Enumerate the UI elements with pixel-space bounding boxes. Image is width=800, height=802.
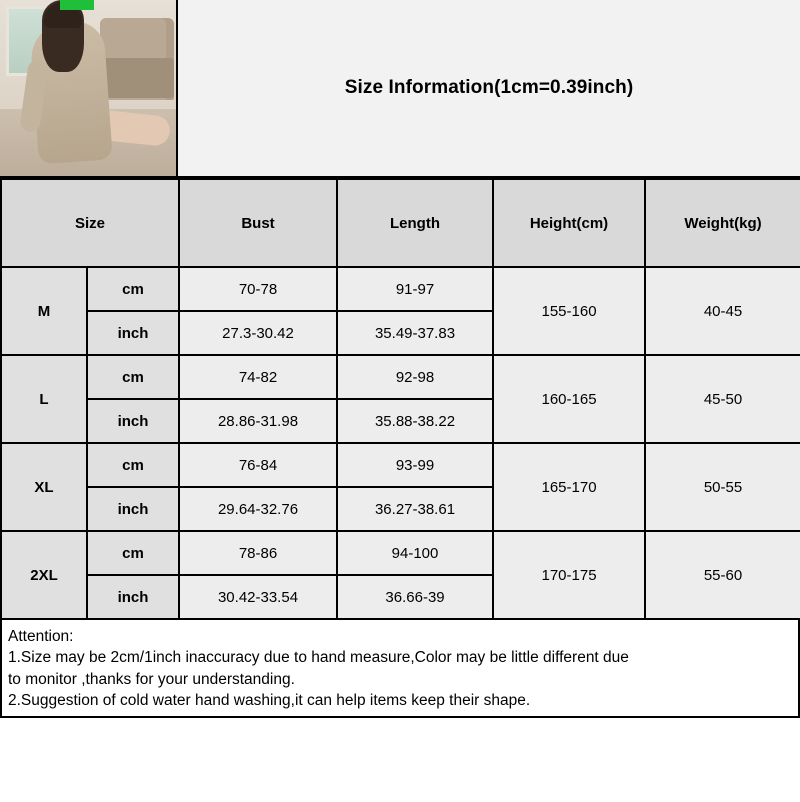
cell-length-inch: 35.88-38.22: [337, 399, 493, 443]
cell-weight: 45-50: [645, 355, 800, 443]
cell-weight: 40-45: [645, 267, 800, 355]
attention-line-1: 1.Size may be 2cm/1inch inaccuracy due to hand measure,Color may be little different due: [8, 649, 629, 667]
cell-length-inch: 35.49-37.83: [337, 311, 493, 355]
table-row: [1, 267, 800, 311]
attention-line-2: to monitor ,thanks for your understanding.: [8, 670, 295, 688]
bottom-whitespace: [0, 718, 800, 802]
cell-length-inch: 36.66-39: [337, 575, 493, 619]
cell-length-cm: 91-97: [337, 267, 493, 311]
photo-sofa-arm: [100, 58, 174, 98]
row-unit-cm: cm: [87, 443, 179, 487]
size-table: [0, 178, 800, 620]
table-body: [1, 267, 800, 619]
row-unit-inch: inch: [87, 311, 179, 355]
cell-bust-cm: 78-86: [179, 531, 337, 575]
cell-height: 165-170: [493, 443, 645, 531]
row-unit-cm: cm: [87, 355, 179, 399]
column-header-length: Length: [337, 179, 493, 267]
cell-height: 170-175: [493, 531, 645, 619]
cell-length-cm: 92-98: [337, 355, 493, 399]
cell-bust-inch: 29.64-32.76: [179, 487, 337, 531]
row-unit-cm: cm: [87, 267, 179, 311]
column-header-size: Size: [1, 179, 179, 267]
row-unit-cm: cm: [87, 531, 179, 575]
cell-length-inch: 36.27-38.61: [337, 487, 493, 531]
table-row: [1, 531, 800, 575]
cell-height: 155-160: [493, 267, 645, 355]
row-unit-inch: inch: [87, 399, 179, 443]
row-unit-inch: inch: [87, 575, 179, 619]
cell-height: 160-165: [493, 355, 645, 443]
row-unit-inch: inch: [87, 487, 179, 531]
column-header-height: Height(cm): [493, 179, 645, 267]
table-header: [1, 179, 800, 267]
table-row: [1, 443, 800, 487]
cell-bust-cm: 74-82: [179, 355, 337, 399]
photo-green-badge: [60, 0, 94, 10]
column-header-bust: Bust: [179, 179, 337, 267]
cell-weight: 50-55: [645, 443, 800, 531]
row-size-label: XL: [1, 443, 87, 531]
attention-heading: Attention:: [8, 628, 74, 645]
attention-block: [0, 620, 800, 718]
header-band: [0, 0, 800, 178]
row-size-label: M: [1, 267, 87, 355]
column-header-weight: Weight(kg): [645, 179, 800, 267]
attention-line-3: 2.Suggestion of cold water hand washing,it can help items keep their shape.: [8, 692, 531, 710]
cell-length-cm: 94-100: [337, 531, 493, 575]
row-size-label: L: [1, 355, 87, 443]
product-photo: [0, 0, 178, 176]
cell-bust-cm: 76-84: [179, 443, 337, 487]
cell-bust-inch: 28.86-31.98: [179, 399, 337, 443]
cell-bust-inch: 27.3-30.42: [179, 311, 337, 355]
cell-weight: 55-60: [645, 531, 800, 619]
table-header-row: [1, 179, 800, 267]
page-title: Size Information(1cm=0.39inch): [344, 77, 634, 98]
table-row: [1, 355, 800, 399]
cell-length-cm: 93-99: [337, 443, 493, 487]
cell-bust-inch: 30.42-33.54: [179, 575, 337, 619]
title-area: [178, 0, 800, 176]
row-size-label: 2XL: [1, 531, 87, 619]
cell-bust-cm: 70-78: [179, 267, 337, 311]
